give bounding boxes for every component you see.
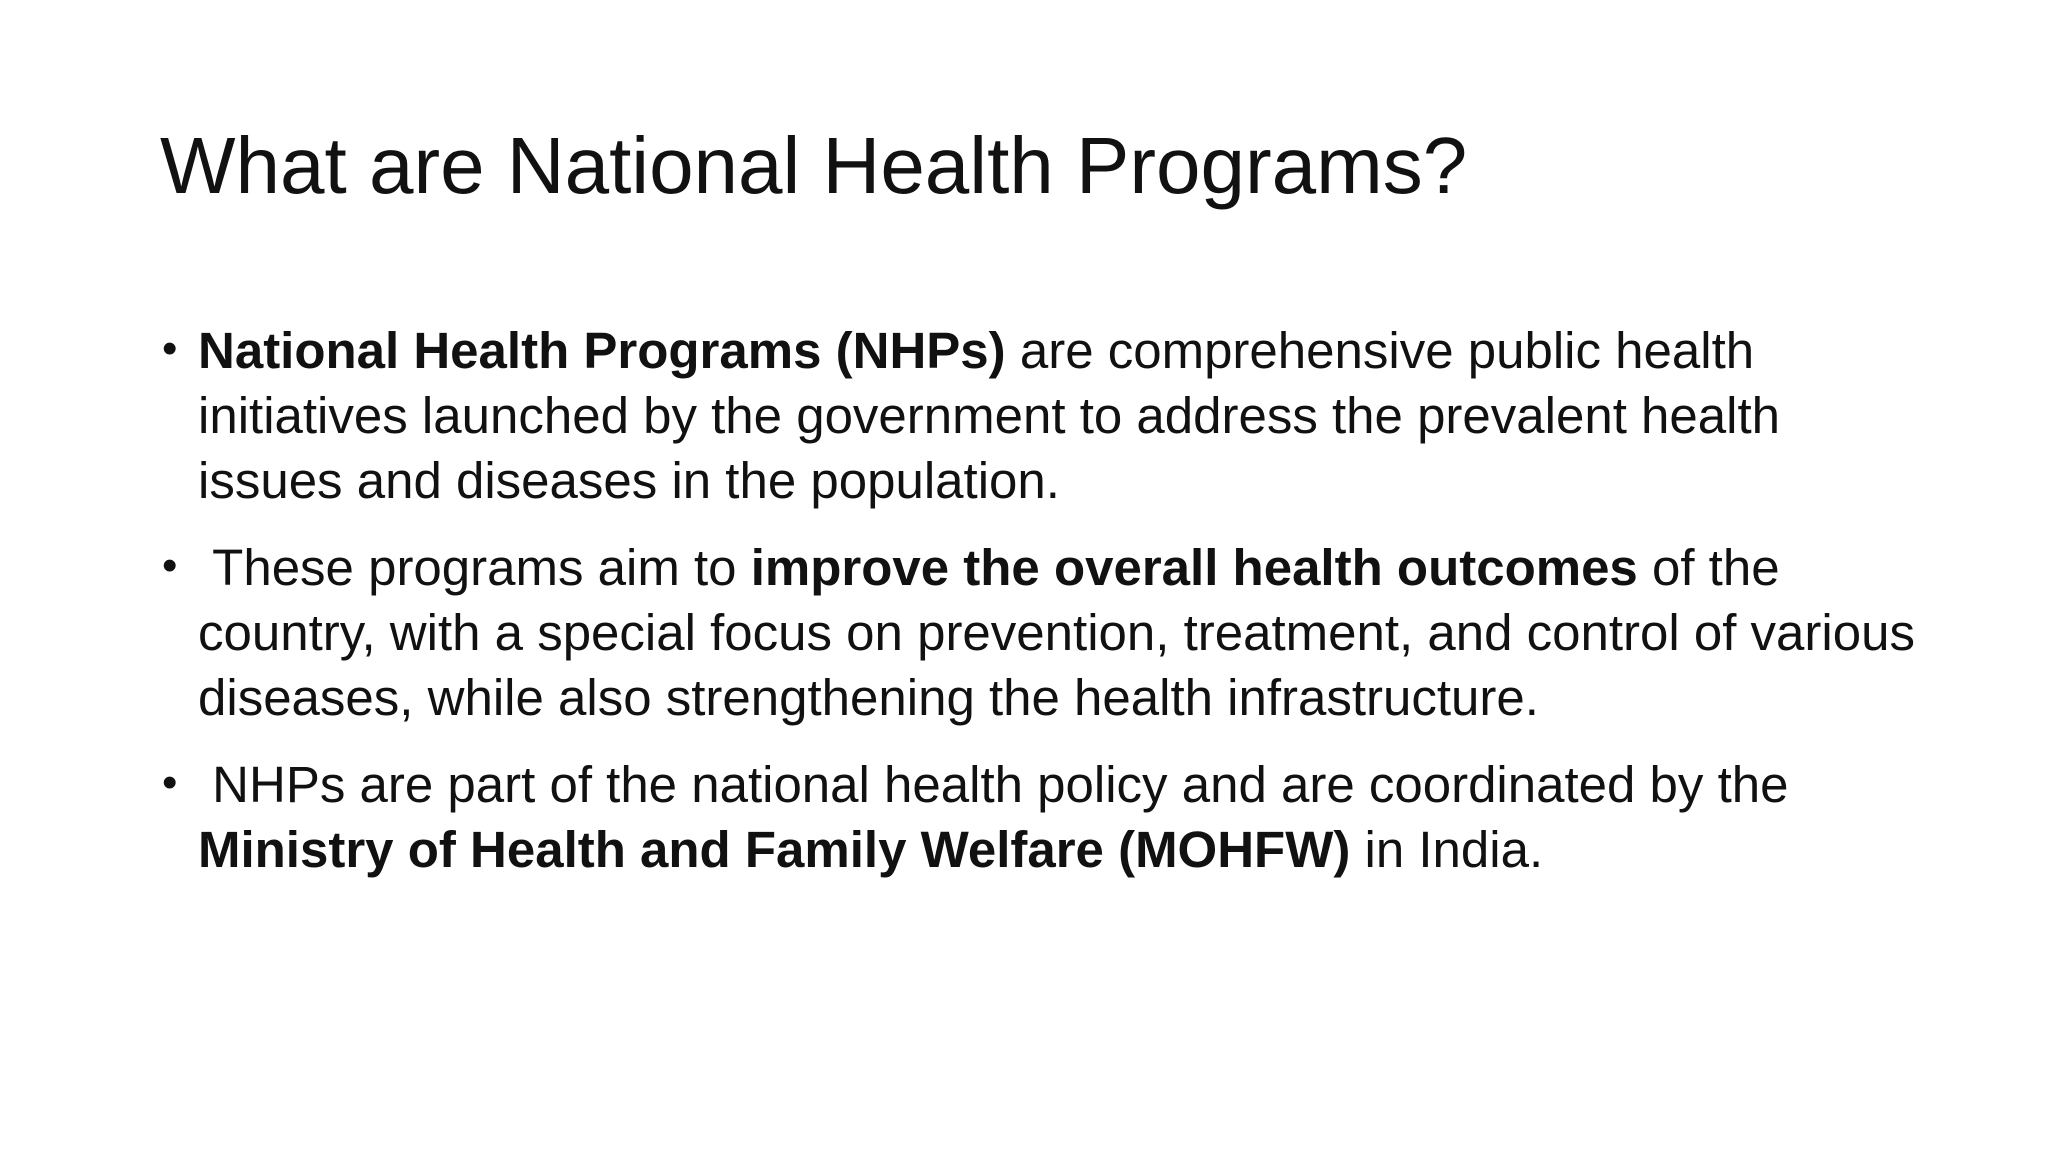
bullet-segment-bold: National Health Programs (NHPs): [198, 322, 1006, 379]
bullet-segment: These programs aim to: [198, 539, 751, 596]
bullet-icon: •: [162, 541, 178, 590]
bullet-icon: •: [162, 758, 178, 807]
bullet-segment-bold: Ministry of Health and Family Welfare (MOHFW): [198, 821, 1351, 878]
bullet-segment: are comprehensive public health initiatives launched by the government to address the prevalent health issues and diseases in the population.: [198, 322, 1780, 509]
slide-title: What are National Health Programs?: [160, 121, 1468, 210]
bullet-segment: NHPs are part of the national health policy and are coordinated by the: [198, 756, 1803, 813]
bullet-icon: •: [162, 324, 178, 373]
bullet-list: [160, 318, 1920, 904]
bullet-segment-bold: improve the overall health outcomes: [750, 539, 1638, 596]
bullet-text: [198, 756, 1803, 878]
bullet-item: [160, 535, 1920, 730]
bullet-segment: of the country, with a special focus on prevention, treatment, and control of various diseases, while also strengthening the health infrastructure.: [198, 539, 1915, 726]
bullet-segment: in India.: [1350, 821, 1544, 878]
bullet-text: [198, 322, 1780, 509]
bullet-item: [160, 318, 1920, 513]
bullet-text: [198, 539, 1915, 726]
bullet-item: [160, 752, 1920, 882]
